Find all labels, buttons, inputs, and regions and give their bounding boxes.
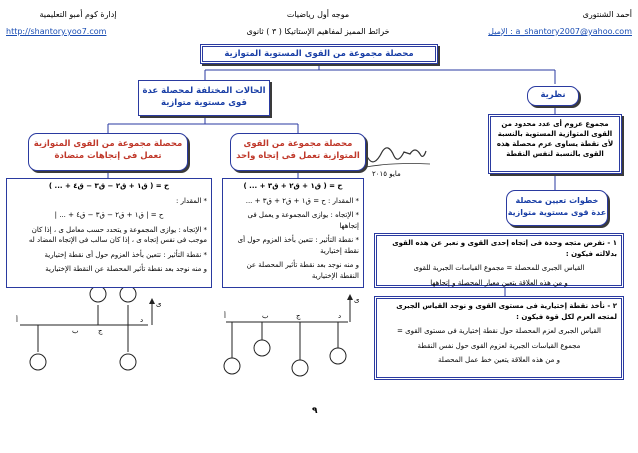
step-1-note: و من هذه العلاقة يتعين معيار المحصلة و إتجاهها — [430, 278, 568, 287]
case-opposite-title: محصلة مجموعة من القوى المتوازية تعمل فى إتجاهات متضادة — [33, 139, 183, 161]
case-opposite-point: * نقطة التأثير : تتعين بأخذ العزوم حول أى نقطة إختيارية — [44, 250, 207, 259]
case-opposite-relation: و منه نوجد بعد نقطة تأثير المحصلة عن النقطة الإختيارية — [45, 265, 207, 273]
step-1-text: ١ - نفرض متجه وحدة فى إتجاه إحدى القوى و نعبر عن هذه القوى بدلالته فيكون : — [392, 239, 617, 258]
step-2-box — [374, 296, 624, 380]
case-same-title-box — [230, 133, 366, 171]
website-link[interactable]: http://shantory.yoo7.com — [6, 27, 107, 36]
case-opposite-title-box — [28, 133, 188, 171]
point-label-d: د — [338, 312, 342, 320]
point-label-a: أ — [224, 312, 226, 320]
point-label-c: ج — [296, 312, 301, 320]
step-1-equation: القياس الجبرى للمحصلة = مجموع القياسات الجبرية للقوى — [413, 264, 585, 272]
unit-vector-label: ى — [156, 300, 162, 308]
case-same-relation: و منه نوجد بعد نقطة تأثير المحصلة عن النقطة الإختيارية — [246, 261, 359, 280]
case-opposite-content — [6, 178, 212, 288]
case-same-point: * نقطة التأثير : تتعين بأخذ العزوم حول أى نقطة إختيارية — [237, 236, 359, 255]
point-label-b: ب — [72, 327, 79, 335]
cases-title-box — [138, 80, 270, 116]
theory-box — [488, 114, 622, 174]
case-opposite-magnitude-eq: ح = | ق١ + ق٢ − ق٣ − ق٤ + ... | — [54, 211, 164, 219]
case-opposite-formula: ح = ( ق١ + ق٢ − ق٣ − ق٤ + ... ) — [48, 182, 170, 190]
theory-text: مجموع عزوم أى عدد محدود من القوى المتوازية المستوية بالنسبة لأى نقطة يساوى عزم محصلة هذه القوى بالنسبة لنفس النقطة — [496, 120, 614, 158]
main-title-box — [200, 44, 438, 64]
author-email[interactable]: الإميل : a_shantory2007@yahoo.com — [488, 27, 632, 36]
steps-title: خطوات تعيين محصلة عدة قوى مستوية متوازية — [507, 196, 607, 217]
case-same-direction: * الإتجاه : يوازى المجموعة و يعمل فى إتجاهها — [247, 211, 359, 230]
diagram-opposite-direction — [20, 286, 155, 370]
header-subject: موجه أول رياضيات — [286, 10, 350, 19]
case-same-title: محصلة مجموعة من القوى المتوازية تعمل فى إتجاه واحد — [236, 139, 360, 161]
case-same-content — [222, 178, 364, 288]
case-opposite-magnitude: * المقدار : — [176, 196, 207, 205]
author-name: أحمد الشنتورى — [582, 10, 632, 19]
step-2-note: و من هذه العلاقة يتعين خط عمل المحصلة — [438, 356, 560, 364]
step-1-box — [374, 233, 624, 288]
step-2-equation: القياس الجبرى لعزم المحصلة حول نقطة إختيارية فى مستوى القوى = — [397, 327, 601, 335]
step-2-text: ٢ - نأخذ نقطة إختيارية فى مستوى القوى و نوجد القياس الجبرى لمتجه العزم لكل قوة فيكون : — [396, 302, 617, 321]
steps-title-box — [506, 190, 608, 226]
point-label-d: د — [140, 316, 144, 324]
cases-title: الحالات المختلفة لمحصلة عدة قوى مستوية متوازية — [142, 86, 266, 108]
page-number: ٩ — [312, 406, 318, 416]
header-book: خرائط المميز لمفاهيم الإستاتيكا ( ٣ ) ثانوى — [246, 27, 390, 36]
point-label-a: أ — [16, 316, 18, 324]
unit-vector-label: ى — [354, 296, 360, 304]
signature-date: مايو ٢٠١٥ — [372, 170, 401, 178]
header-admin: إدارة كوم أمبو التعليمية — [39, 10, 117, 19]
case-opposite-direction: * الإتجاه : يوازى المجموعة و يتحدد حسب معامل ى ، إذا كان موجب فى نفس إتجاه ى ، إذا كان سالب فى الإتجاه المضاد له — [28, 225, 207, 244]
main-title: محصلة مجموعة من القوى المستوية المتوازية — [224, 49, 414, 59]
case-same-magnitude: * المقدار : ح = ق١ + ق٢ + ق٣ + ... — [245, 196, 359, 205]
theory-title: نظرية — [540, 90, 566, 100]
point-label-b: ب — [262, 312, 269, 320]
point-label-c: ج — [98, 327, 103, 335]
case-same-formula: ح = ( ق١ + ق٢ + ق٣ + ... ) — [243, 182, 343, 190]
diagram-same-direction — [224, 294, 353, 376]
step-2-equation-2: مجموع القياسات الجبرية لعزوم القوى حول نفس النقطة — [417, 341, 581, 350]
theory-title-box — [527, 86, 579, 106]
